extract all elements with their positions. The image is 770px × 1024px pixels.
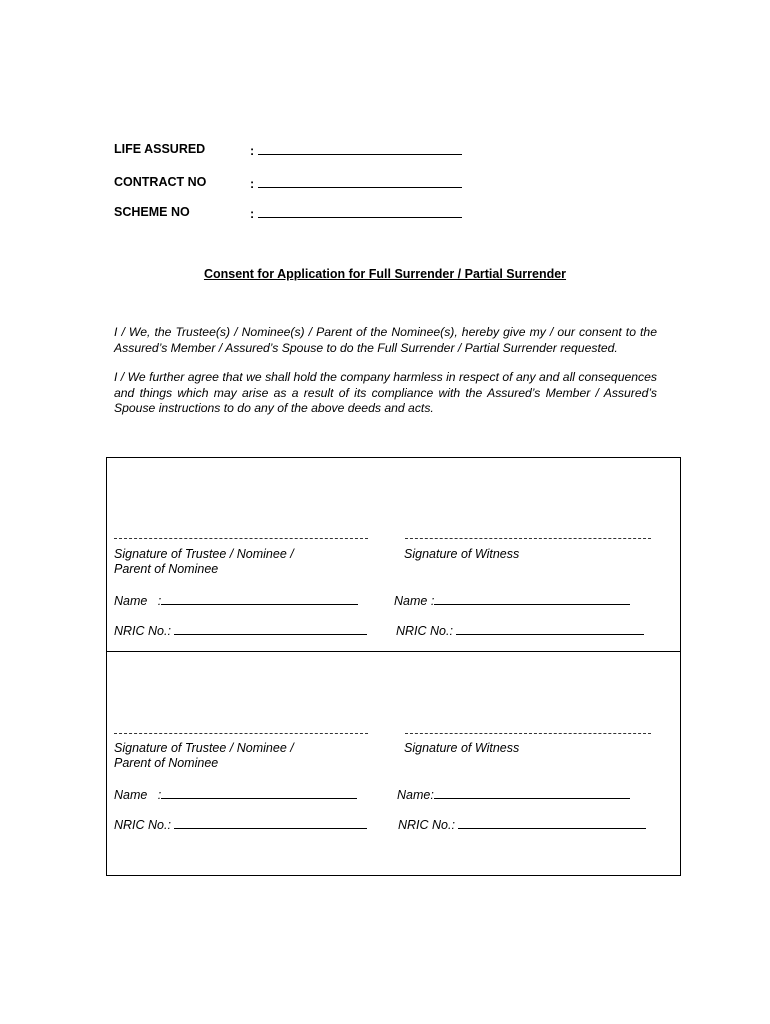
- trustee-name-field-2[interactable]: [114, 786, 357, 802]
- contract-no-label: CONTRACT NO: [114, 175, 207, 189]
- document-title: Consent for Application for Full Surrender / Partial Surrender: [203, 267, 567, 281]
- witness-nric-field-2[interactable]: [398, 816, 646, 832]
- scheme-no-label: SCHEME NO: [114, 205, 190, 219]
- contract-no-separator: :: [250, 177, 255, 191]
- life-assured-label: LIFE ASSURED: [114, 142, 206, 156]
- witness-name-field-2[interactable]: [397, 786, 630, 802]
- scheme-no-separator: :: [250, 207, 255, 221]
- witness-signature-label: Signature of Witness: [404, 741, 520, 755]
- witness-name-label: Name:: [397, 788, 434, 802]
- trustee-nric-label: NRIC No.:: [114, 624, 171, 638]
- witness-name-label: Name :: [394, 594, 435, 608]
- trustee-nric-field[interactable]: [114, 622, 367, 638]
- witness-signature-label: Signature of Witness: [404, 547, 520, 561]
- trustee-signature-line[interactable]: [114, 538, 368, 539]
- trustee-nric-field-2[interactable]: [114, 816, 367, 832]
- life-assured-separator: :: [250, 144, 255, 158]
- trustee-signature-label-2: Parent of Nominee: [114, 756, 219, 770]
- witness-name-field[interactable]: [394, 592, 630, 608]
- trustee-signature-line-2[interactable]: [114, 733, 368, 734]
- agreement-paragraph: I / We further agree that we shall hold the company harmless in respect of any and all consequences and things which may arise as a result of its compliance with the Assured’s Member / Assured’s Spouse instructions to do any of the above deeds and acts.: [114, 370, 657, 415]
- consent-paragraph: I / We, the Trustee(s) / Nominee(s) / Parent of the Nominee(s), hereby give my / our consent to the Assured’s Member / Assured’s Spouse to do the Full Surrender / Partial Surrender requested.: [114, 325, 657, 355]
- life-assured-field[interactable]: [250, 142, 462, 158]
- scheme-no-field[interactable]: [250, 205, 462, 221]
- trustee-name-label: Name :: [114, 594, 162, 608]
- trustee-signature-label-2: Parent of Nominee: [114, 562, 219, 576]
- witness-nric-field[interactable]: [396, 622, 644, 638]
- witness-nric-label: NRIC No.:: [396, 624, 453, 638]
- contract-no-field[interactable]: [250, 175, 462, 191]
- trustee-name-label: Name :: [114, 788, 162, 802]
- signature-box-divider: [106, 651, 680, 652]
- trustee-signature-label: Signature of Trustee / Nominee /: [114, 741, 294, 755]
- trustee-signature-label: Signature of Trustee / Nominee /: [114, 547, 294, 561]
- trustee-nric-label: NRIC No.:: [114, 818, 171, 832]
- signature-box: [106, 457, 681, 876]
- trustee-name-field[interactable]: [114, 592, 358, 608]
- witness-signature-line-2[interactable]: [405, 733, 651, 734]
- witness-signature-line[interactable]: [405, 538, 651, 539]
- witness-nric-label: NRIC No.:: [398, 818, 455, 832]
